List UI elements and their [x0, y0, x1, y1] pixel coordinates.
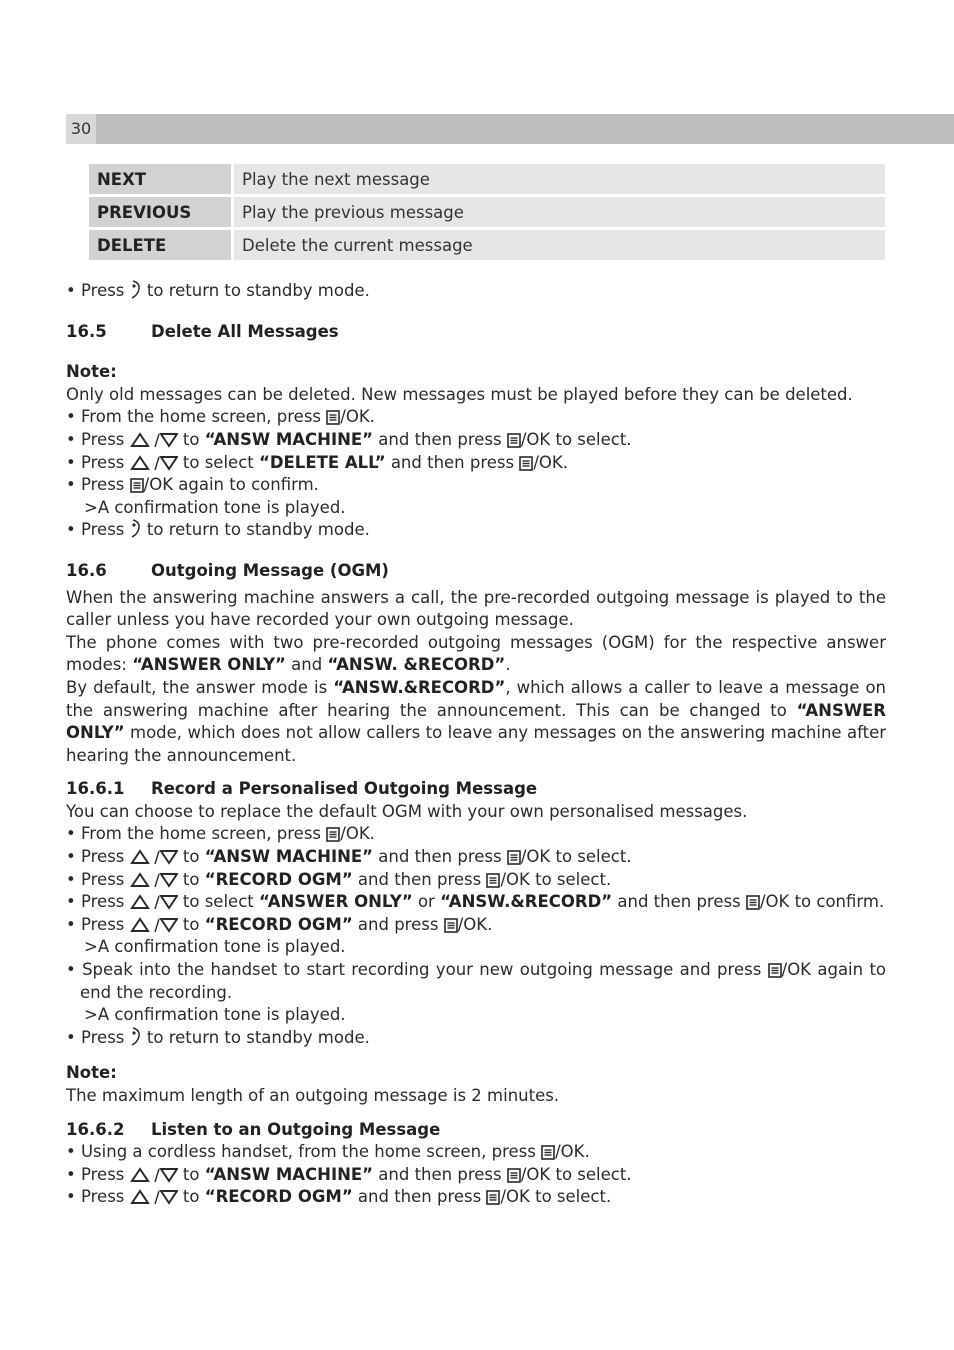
- page-header-bar: [66, 114, 954, 144]
- up-down-arrows-icon: [130, 455, 178, 471]
- section-heading: 16.6 Outgoing Message (OGM): [66, 560, 389, 580]
- list-item: • Press to “ANSW MACHINE” and then press /OK to select.: [66, 847, 632, 867]
- key-function-table: [89, 164, 885, 263]
- menu-icon: [541, 1145, 555, 1160]
- list-item: • Press to return to standby mode.: [66, 1027, 370, 1047]
- menu-icon: [326, 410, 340, 425]
- up-down-arrows-icon: [130, 1167, 178, 1183]
- section-heading: 16.5 Delete All Messages: [66, 321, 339, 341]
- paragraph: The phone comes with two pre-recorded outgoing messages (OGM) for the respective answer modes: “ANSWER ONLY” and “ANSW. &RECORD”.: [66, 632, 886, 675]
- paragraph: You can choose to replace the default OGM with your own personalised messages.: [66, 801, 748, 821]
- up-down-arrows-icon: [130, 849, 178, 865]
- menu-icon: [486, 873, 500, 888]
- menu-icon: [326, 827, 340, 842]
- section-heading: 16.6.2 Listen to an Outgoing Message: [66, 1119, 441, 1139]
- table-row: [89, 230, 885, 260]
- up-down-arrows-icon: [130, 894, 178, 910]
- list-item: • Press to “ANSW MACHINE” and then press /OK to select.: [66, 1164, 632, 1184]
- table-key: DELETE: [89, 230, 231, 260]
- paragraph: By default, the answer mode is “ANSW.&RECORD”, which allows a caller to leave a message on the answering machine after hearing the announcement. This can be changed to “ANSWER ONLY” mode, which does not allow callers to leave any messages on the answering machine after hearing the announcement.: [66, 677, 887, 765]
- up-down-arrows-icon: [130, 432, 178, 448]
- table-row: [89, 164, 885, 194]
- list-item: • Press to “RECORD OGM” and then press /OK to select.: [66, 1187, 612, 1207]
- menu-icon: [519, 456, 533, 471]
- note-title: Note:: [66, 362, 117, 382]
- section-heading: 16.6.1 Record a Personalised Outgoing Message: [66, 779, 538, 799]
- end-call-icon: [130, 1027, 142, 1046]
- menu-icon: [130, 478, 144, 493]
- table-key: NEXT: [89, 164, 231, 194]
- up-down-arrows-icon: [130, 872, 178, 888]
- end-call-icon: [130, 519, 142, 538]
- page-number: 30: [66, 114, 96, 144]
- list-item: • Using a cordless handset, from the home screen, press /OK.: [66, 1142, 590, 1162]
- menu-icon: [746, 895, 760, 910]
- result-text: >A confirmation tone is played.: [84, 937, 346, 957]
- table-value: Play the next message: [234, 164, 885, 194]
- menu-icon: [768, 963, 782, 978]
- menu-icon: [507, 433, 521, 448]
- result-text: >A confirmation tone is played.: [84, 1005, 346, 1025]
- list-item: • Press to “RECORD OGM” and press /OK.: [66, 914, 493, 934]
- document-body: [66, 280, 886, 1209]
- list-item: • Press to select “ANSWER ONLY” or “ANSW.&RECORD” and then press /OK to confirm.: [66, 892, 885, 912]
- table-row: [89, 197, 885, 227]
- menu-icon: [444, 918, 458, 933]
- list-item: • Press to “RECORD OGM” and then press /OK to select.: [66, 869, 612, 889]
- paragraph: When the answering machine answers a call, the pre-recorded outgoing message is played to the caller unless you have recorded your own outgoing message.: [66, 587, 886, 630]
- up-down-arrows-icon: [130, 1189, 178, 1205]
- list-item: • Press /OK again to confirm.: [66, 475, 319, 495]
- list-item: • Press to return to standby mode.: [66, 520, 370, 540]
- list-item: • Press to select “DELETE ALL” and then press /OK.: [66, 452, 568, 472]
- list-item: • From the home screen, press /OK.: [66, 824, 375, 844]
- list-item: • From the home screen, press /OK.: [66, 407, 375, 427]
- note-text: The maximum length of an outgoing message is 2 minutes.: [66, 1086, 560, 1105]
- note-text: Only old messages can be deleted. New messages must be played before they can be deleted.: [66, 384, 853, 404]
- table-value: Play the previous message: [234, 197, 885, 227]
- list-item: • Press to return to standby mode.: [66, 281, 370, 300]
- list-item: • Speak into the handset to start recording your new outgoing message and press /OK again to end the recording.: [66, 960, 887, 1002]
- end-call-icon: [130, 280, 142, 299]
- menu-icon: [507, 850, 521, 865]
- note-title: Note:: [66, 1063, 117, 1083]
- table-value: Delete the current message: [234, 230, 885, 260]
- up-down-arrows-icon: [130, 917, 178, 933]
- table-key: PREVIOUS: [89, 197, 231, 227]
- result-text: >A confirmation tone is played.: [84, 497, 346, 517]
- menu-icon: [507, 1168, 521, 1183]
- menu-icon: [486, 1190, 500, 1205]
- list-item: • Press to “ANSW MACHINE” and then press /OK to select.: [66, 429, 632, 449]
